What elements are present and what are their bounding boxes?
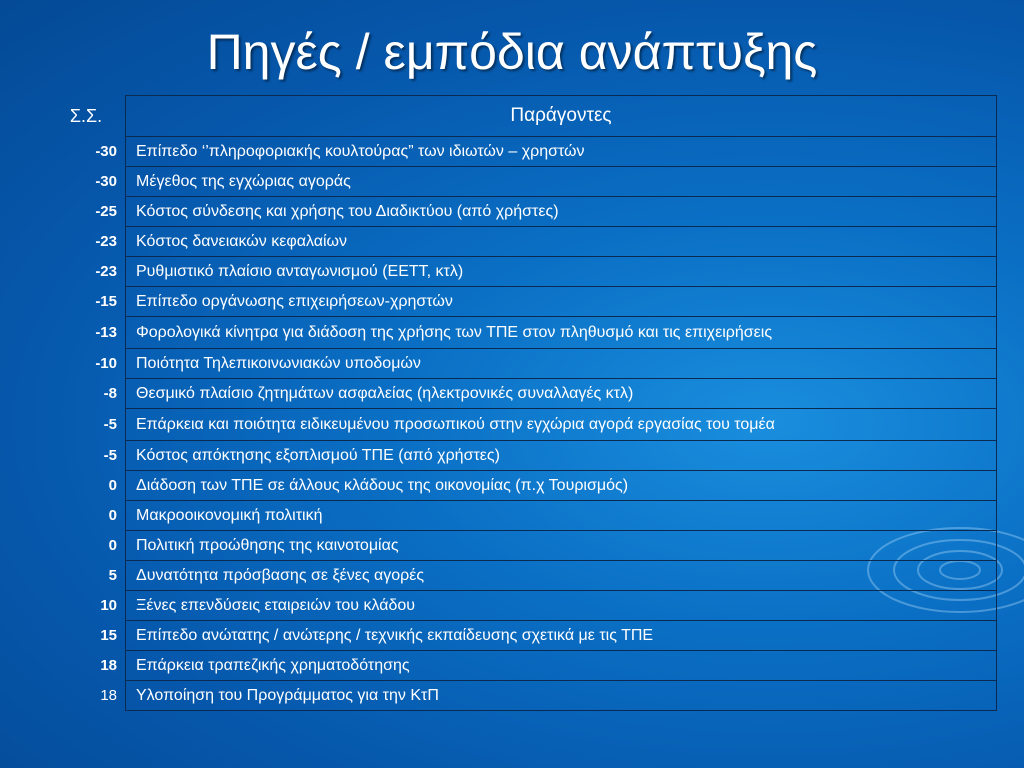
- score-cell: 10: [100, 597, 117, 614]
- factor-cell: Πολιτική προώθησης της καινοτομίας: [126, 531, 997, 561]
- factor-cell: Μέγεθος της εγχώριας αγοράς: [126, 167, 997, 197]
- table-row: [47, 137, 997, 167]
- score-cell: -23: [95, 233, 117, 250]
- table-row: [47, 651, 997, 681]
- score-cell: -8: [103, 385, 117, 402]
- factor-cell: Επίπεδο οργάνωσης επιχειρήσεων-χρηστών: [126, 287, 997, 317]
- factor-cell: Μακροοικονομική πολιτική: [126, 501, 997, 531]
- factor-cell: Δυνατότητα πρόσβασης σε ξένες αγορές: [126, 561, 997, 591]
- factor-cell: Επάρκεια τραπεζικής χρηματοδότησης: [126, 651, 997, 681]
- score-cell: 0: [108, 537, 117, 554]
- factor-cell: Επίπεδο ‘’πληροφοριακής κουλτούρας” των ιδιωτών – χρηστών: [126, 137, 997, 167]
- table-row: [47, 561, 997, 591]
- factor-column-header: Παράγοντες: [126, 96, 997, 137]
- factor-cell: Επίπεδο ανώτατης / ανώτερης / τεχνικής εκπαίδευσης σχετικά με τις ΤΠΕ: [126, 621, 997, 651]
- table-row: [47, 471, 997, 501]
- score-cell: -15: [95, 293, 117, 310]
- score-cell: -10: [95, 355, 117, 372]
- table-row: [47, 287, 997, 317]
- table-row: [47, 167, 997, 197]
- factor-cell: Υλοποίηση του Προγράμματος για την ΚτΠ: [126, 681, 997, 711]
- table-row: [47, 257, 997, 287]
- score-column-header: Σ.Σ.: [69, 105, 103, 126]
- score-cell: -23: [95, 263, 117, 280]
- factor-cell: Επάρκεια και ποιότητα ειδικευμένου προσωπικού στην εγχώρια αγορά εργασίας του τομέα: [126, 409, 997, 441]
- factor-cell: Θεσμικό πλαίσιο ζητημάτων ασφαλείας (ηλεκτρονικές συναλλαγές κτλ): [126, 379, 997, 409]
- score-cell: -5: [103, 416, 117, 433]
- table-row: [47, 441, 997, 471]
- table-row: [47, 317, 997, 349]
- score-cell: 5: [108, 567, 117, 584]
- score-cell: -13: [95, 324, 117, 341]
- score-cell: 0: [108, 507, 117, 524]
- table-row: [47, 621, 997, 651]
- table-row: [47, 531, 997, 561]
- score-cell: -25: [95, 203, 117, 220]
- table-row: [47, 197, 997, 227]
- score-cell: 18: [100, 687, 117, 704]
- factor-cell: Φορολογικά κίνητρα για διάδοση της χρήσης των ΤΠΕ στον πληθυσμό και τις επιχειρήσεις: [126, 317, 997, 349]
- score-cell: 18: [100, 657, 117, 674]
- score-cell: -30: [95, 173, 117, 190]
- factor-cell: Ξένες επενδύσεις εταιρειών του κλάδου: [126, 591, 997, 621]
- table-row: [47, 227, 997, 257]
- factor-cell: Κόστος δανειακών κεφαλαίων: [126, 227, 997, 257]
- factor-cell: Ρυθμιστικό πλαίσιο ανταγωνισμού (ΕΕΤΤ, κτλ): [126, 257, 997, 287]
- slide-title: Πηγές / εμπόδια ανάπτυξης: [206, 24, 818, 80]
- score-cell: -5: [103, 447, 117, 464]
- table-row: [47, 409, 997, 441]
- table-row: [47, 681, 997, 711]
- factor-cell: Ποιότητα Τηλεπικοινωνιακών υποδομών: [126, 349, 997, 379]
- factor-cell: Διάδοση των ΤΠΕ σε άλλους κλάδους της οικονομίας (π.χ Τουρισμός): [126, 471, 997, 501]
- table-body: [47, 137, 997, 711]
- factors-table: [47, 95, 997, 711]
- table-row: [47, 379, 997, 409]
- score-cell: -30: [95, 143, 117, 160]
- table-row: [47, 591, 997, 621]
- table-row: [47, 349, 997, 379]
- score-cell: 0: [108, 477, 117, 494]
- score-cell: 15: [100, 627, 117, 644]
- factor-cell: Κόστος σύνδεσης και χρήσης του Διαδικτύου (από χρήστες): [126, 197, 997, 227]
- factor-cell: Κόστος απόκτησης εξοπλισμού ΤΠΕ (από χρήστες): [126, 441, 997, 471]
- table-row: [47, 501, 997, 531]
